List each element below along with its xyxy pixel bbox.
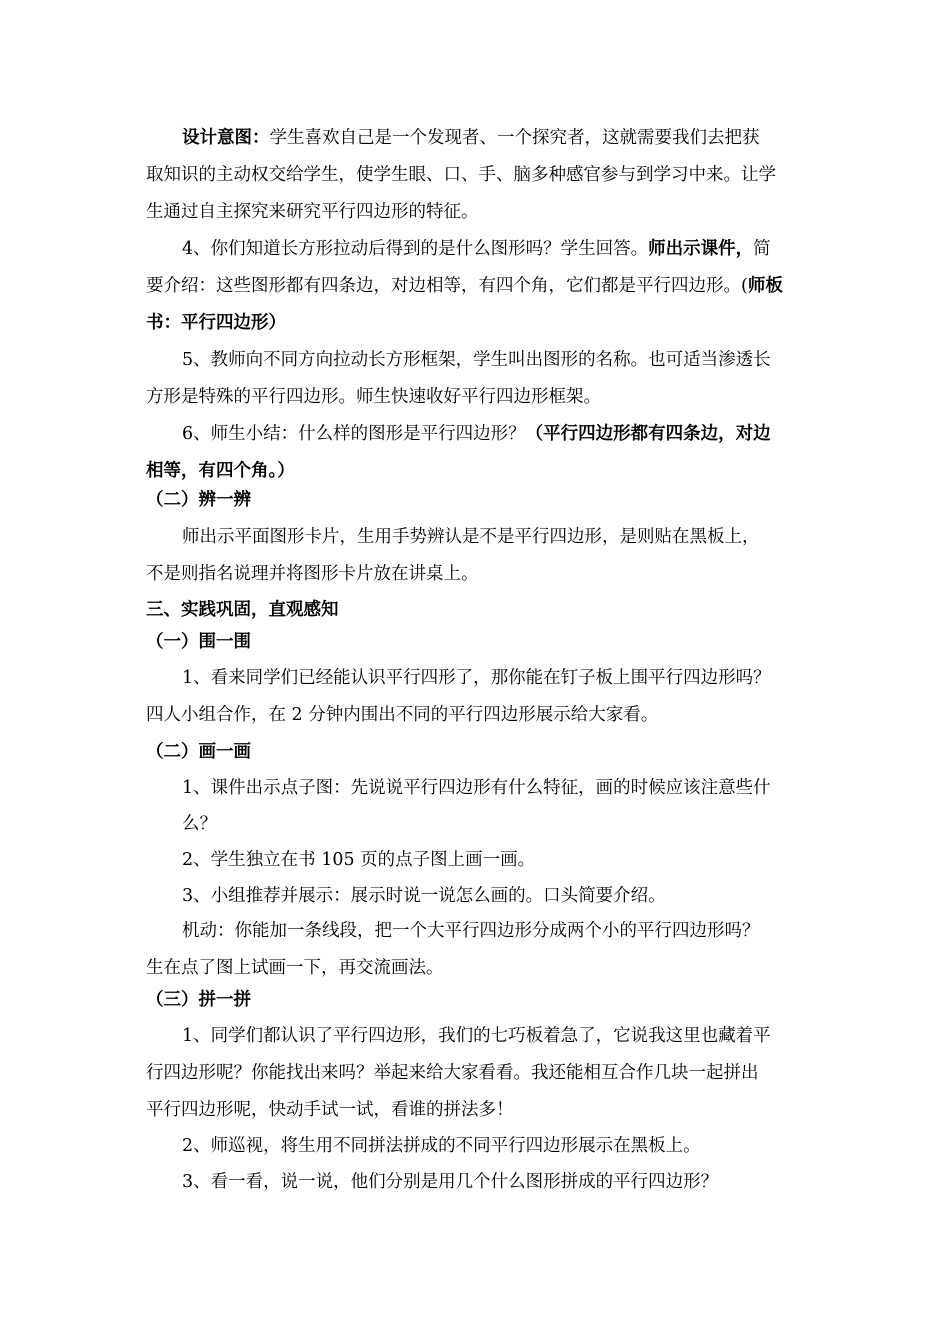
document-line: [146, 274, 810, 298]
body-text: 2、学生独立在书 105 页的点子图上画一画。: [182, 850, 536, 870]
document-line: [146, 385, 810, 409]
document-line: [182, 812, 810, 836]
body-text: 取知识的主动权交给学生，使学生眼、口、手、脑多种感官参与到学习中来。让学: [146, 165, 776, 185]
body-text: 生通过自主探究来研究平行四边形的特征。: [146, 202, 479, 222]
document-line: [146, 163, 810, 187]
document-line: [182, 848, 810, 872]
body-text: 师出示平面图形卡片，生用手势辨认是不是平行四边形，是则贴在黑板上，: [182, 527, 760, 547]
document-line: [146, 956, 810, 980]
document-line: [146, 740, 810, 764]
document-line: [146, 311, 810, 335]
bold-text: （一）围一围: [146, 632, 251, 652]
document-line: [146, 1098, 810, 1122]
body-text: 6、师生小结：什么样的图形是平行四边形？: [182, 424, 526, 444]
document-line: [146, 630, 810, 654]
body-text: 么？: [182, 814, 217, 834]
body-text: 方形是特殊的平行四边形。师生快速收好平行四边形框架。: [146, 387, 601, 407]
body-text: 1、看来同学们已经能认识平行四形了，那你能在钉子板上围平行四边形吗？: [182, 668, 771, 688]
bold-text: 师出示课件，: [648, 239, 754, 259]
body-text: 3、小组推荐并展示：展示时说一说怎么画的。口头简要介绍。: [182, 886, 666, 906]
bold-text: 书：平行四边形）: [146, 313, 286, 333]
bold-text: （二）画一画: [146, 742, 251, 762]
document-line: [182, 126, 810, 150]
bold-text: （三）拼一拼: [146, 990, 251, 1010]
document-line: [146, 703, 810, 727]
body-text: 平行四边形呢，快动手试一试，看谁的拼法多！: [146, 1100, 514, 1120]
body-text: 机动：你能加一条线段，把一个大平行四边形分成两个小的平行四边形吗？: [182, 921, 760, 941]
body-text: 3、看一看，说一说，他们分别是用几个什么图形拼成的平行四边形？: [182, 1172, 719, 1192]
bold-text: （二）辨一辨: [146, 490, 251, 510]
bold-text: 相等，有四个角。）: [146, 461, 295, 481]
bold-text: 设计意图：: [182, 128, 270, 148]
body-text: 生在点了图上试画一下，再交流画法。: [146, 958, 444, 978]
document-line: [146, 1061, 810, 1085]
bold-text: 师板: [747, 276, 783, 296]
body-text: 4、你们知道长方形拉动后得到的是什么图形吗？学生回答。: [182, 239, 649, 259]
document-line: [182, 776, 810, 800]
bold-text: （平行四边形都有四条边，对边: [525, 424, 771, 444]
document-line: [182, 348, 810, 372]
document-line: [146, 200, 810, 224]
document-line: [182, 1024, 810, 1048]
body-text: 不是则指名说理并将图形卡片放在讲桌上。: [146, 564, 479, 584]
document-line: [182, 237, 810, 261]
document-line: [146, 459, 810, 483]
document-line: [182, 919, 810, 943]
document-line: [146, 562, 810, 586]
document-line: [182, 525, 810, 549]
document-line: [146, 988, 810, 1012]
body-text: 行四边形呢？你能找出来吗？举起来给大家看看。我还能相互合作几块一起拼出: [146, 1063, 759, 1083]
document-line: [182, 422, 810, 446]
document-line: [146, 488, 810, 512]
body-text: 学生喜欢自己是一个发现者、一个探究者，这就需要我们去把获: [269, 128, 760, 148]
bold-text: 三、实践巩固，直观感知: [146, 600, 339, 620]
body-text: 简: [753, 239, 771, 259]
document-line: [182, 884, 810, 908]
body-text: 5、教师向不同方向拉动长方形框架，学生叫出图形的名称。也可适当渗透长: [182, 350, 771, 370]
body-text: 要介绍：这些图形都有四条边，对边相等，有四个角，它们都是平行四边形。(: [146, 276, 748, 296]
body-text: 1、课件出示点子图：先说说平行四边形有什么特征，画的时候应该注意些什: [182, 778, 771, 798]
document-line: [182, 666, 810, 690]
document-line: [182, 1134, 810, 1158]
body-text: 1、同学们都认识了平行四边形，我们的七巧板着急了，它说我这里也藏着平: [182, 1026, 771, 1046]
document-line: [182, 1170, 810, 1194]
body-text: 2、师巡视，将生用不同拼法拼成的不同平行四边形展示在黑板上。: [182, 1136, 701, 1156]
body-text: 四人小组合作，在 2 分钟内围出不同的平行四边形展示给大家看。: [146, 705, 659, 725]
document-line: [146, 598, 810, 622]
